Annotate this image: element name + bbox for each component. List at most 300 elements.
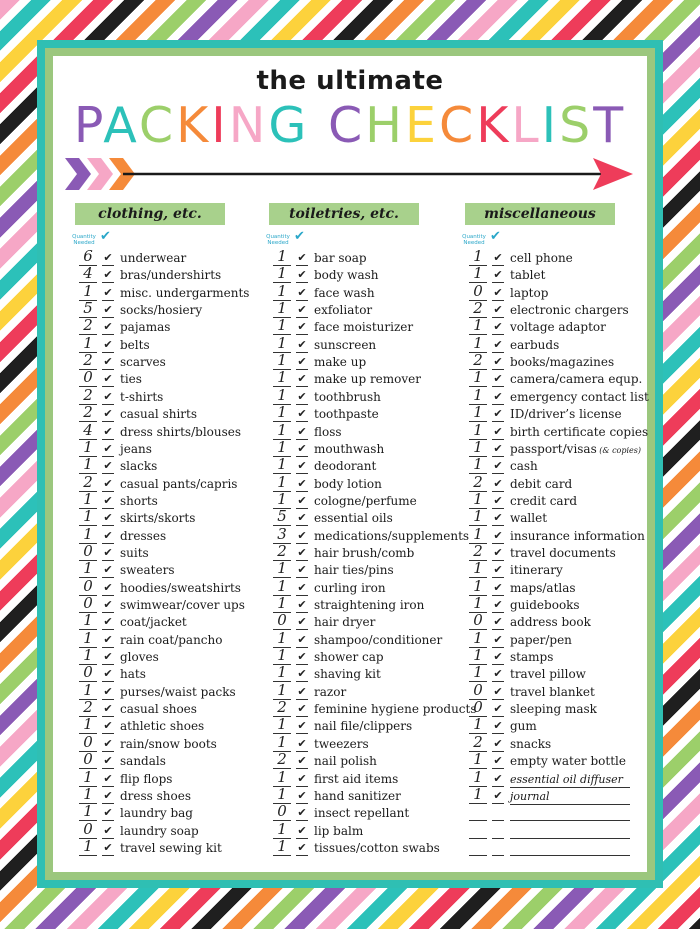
quantity-field[interactable]: 1 — [79, 647, 97, 665]
checkbox[interactable]: ✔ — [493, 285, 503, 299]
checkbox[interactable]: ✔ — [297, 702, 307, 716]
item-text: travel pillow — [510, 667, 586, 682]
header-check-icon: ✔ — [490, 229, 501, 244]
checkbox[interactable]: ✔ — [103, 823, 113, 837]
quantity-field[interactable]: 1 — [79, 491, 97, 509]
quantity-field[interactable] — [469, 821, 487, 839]
quantity-field[interactable]: 1 — [469, 317, 487, 335]
quantity-field[interactable]: 4 — [79, 422, 97, 440]
checkbox[interactable]: ✔ — [297, 580, 307, 594]
checkbox[interactable]: ✔ — [297, 372, 307, 386]
checkbox[interactable]: ✔ — [103, 545, 113, 559]
item-label — [120, 788, 191, 805]
quantity-field[interactable]: 2 — [79, 699, 97, 717]
checkbox[interactable]: ✔ — [103, 650, 113, 664]
quantity-field[interactable]: 0 — [273, 803, 291, 821]
item-text: athletic shoes — [120, 719, 205, 734]
quantity-field[interactable]: 1 — [79, 335, 97, 353]
item-text: laptop — [510, 285, 549, 300]
item-label — [510, 510, 547, 527]
checkbox[interactable]: ✔ — [297, 771, 307, 785]
checkbox[interactable]: ✔ — [297, 476, 307, 490]
quantity-field[interactable]: 0 — [79, 734, 97, 752]
item-text: travel blanket — [510, 684, 595, 699]
checkbox[interactable]: ✔ — [103, 580, 113, 594]
checkbox[interactable]: ✔ — [493, 493, 503, 507]
checkbox[interactable]: ✔ — [493, 788, 503, 802]
quantity-field[interactable]: 1 — [469, 422, 487, 440]
quantity-field[interactable]: 1 — [79, 560, 97, 578]
checkbox[interactable]: ✔ — [297, 251, 307, 264]
checkbox[interactable]: ✔ — [493, 407, 503, 421]
quantity-field[interactable]: 0 — [79, 595, 97, 613]
quantity-field[interactable]: 0 — [469, 682, 487, 700]
checkbox[interactable]: ✔ — [297, 268, 307, 282]
checkbox[interactable]: ✔ — [103, 268, 113, 282]
quantity-field[interactable]: 0 — [79, 578, 97, 596]
item-label — [120, 285, 249, 302]
item-text: sunscreen — [314, 337, 377, 352]
checkbox[interactable]: ✔ — [103, 702, 113, 716]
quantity-field[interactable]: 1 — [273, 821, 291, 839]
checkbox[interactable] — [492, 840, 504, 856]
checkbox[interactable]: ✔ — [297, 424, 307, 438]
quantity-field[interactable]: 1 — [273, 769, 291, 787]
checkbox[interactable]: ✔ — [493, 632, 503, 646]
quantity-field[interactable]: 1 — [273, 647, 291, 665]
checkbox[interactable]: ✔ — [493, 719, 503, 733]
checkbox[interactable]: ✔ — [103, 476, 113, 490]
item-text: camera/camera equp. — [510, 372, 643, 387]
item-label — [510, 424, 648, 441]
checkbox[interactable]: ✔ — [297, 615, 307, 629]
quantity-field[interactable]: 2 — [79, 404, 97, 422]
checkbox[interactable]: ✔ — [493, 580, 503, 594]
checkbox[interactable]: ✔ — [493, 684, 503, 698]
checkbox[interactable]: ✔ — [297, 285, 307, 299]
checkbox[interactable]: ✔ — [493, 268, 503, 282]
item-label — [510, 319, 606, 336]
checkbox[interactable]: ✔ — [103, 840, 113, 854]
checkbox[interactable]: ✔ — [493, 667, 503, 681]
quantity-field[interactable]: 1 — [273, 352, 291, 370]
checkbox[interactable]: ✔ — [297, 563, 307, 577]
quantity-field[interactable]: 1 — [273, 283, 291, 301]
checkbox[interactable]: ✔ — [103, 251, 113, 264]
quantity-field[interactable]: 2 — [79, 474, 97, 492]
checkbox[interactable]: ✔ — [103, 459, 113, 473]
quantity-field[interactable]: 1 — [79, 838, 97, 856]
item-label — [510, 458, 538, 475]
item-label — [314, 580, 386, 597]
checkbox[interactable]: ✔ — [493, 702, 503, 716]
item-label — [510, 632, 572, 649]
checkbox[interactable]: ✔ — [297, 545, 307, 559]
checkbox[interactable]: ✔ — [297, 389, 307, 403]
checkbox[interactable]: ✔ — [103, 285, 113, 299]
quantity-field[interactable]: 1 — [469, 265, 487, 283]
quantity-field[interactable]: 1 — [469, 630, 487, 648]
item-text: mouthwash — [314, 441, 385, 456]
quantity-field[interactable]: 1 — [79, 803, 97, 821]
checkbox[interactable]: ✔ — [297, 355, 307, 369]
item-label — [314, 302, 372, 319]
checkbox[interactable]: ✔ — [493, 615, 503, 629]
quantity-field[interactable]: 1 — [469, 716, 487, 734]
checkbox[interactable]: ✔ — [297, 754, 307, 768]
item-text: cash — [510, 459, 538, 474]
quantity-field[interactable]: 1 — [469, 647, 487, 665]
checkbox[interactable]: ✔ — [493, 372, 503, 386]
quantity-field[interactable]: 1 — [469, 751, 487, 769]
checkbox[interactable]: ✔ — [297, 303, 307, 317]
quantity-field[interactable]: 5 — [79, 300, 97, 318]
item-label — [510, 771, 630, 788]
quantity-field[interactable]: 1 — [79, 439, 97, 457]
quantity-field[interactable]: 1 — [469, 387, 487, 405]
item-text: debit card — [510, 476, 573, 491]
item-text: hoodies/sweatshirts — [120, 580, 241, 595]
quantity-field[interactable]: 1 — [469, 769, 487, 787]
item-text: nail polish — [314, 754, 377, 769]
quantity-field[interactable]: 1 — [469, 560, 487, 578]
quantity-field[interactable]: 1 — [79, 786, 97, 804]
quantity-field[interactable]: 1 — [469, 786, 487, 804]
checkbox[interactable]: ✔ — [103, 337, 113, 351]
checkbox[interactable]: ✔ — [493, 650, 503, 664]
quantity-field[interactable]: 1 — [273, 404, 291, 422]
item-text: hand sanitizer — [314, 788, 401, 803]
quantity-field[interactable]: 1 — [273, 682, 291, 700]
quantity-field[interactable]: 1 — [79, 769, 97, 787]
blank-line[interactable] — [510, 805, 630, 821]
quantity-field[interactable]: 4 — [79, 265, 97, 283]
quantity-field[interactable]: 1 — [469, 491, 487, 509]
item-label — [120, 614, 187, 631]
item-text: empty water bottle — [510, 754, 626, 769]
quantity-field[interactable]: 2 — [79, 352, 97, 370]
item-text: swimwear/cover ups — [120, 598, 245, 612]
checkbox[interactable]: ✔ — [103, 598, 113, 611]
quantity-field[interactable]: 1 — [273, 491, 291, 509]
quantity-field[interactable]: 0 — [79, 543, 97, 561]
quantity-field[interactable]: 2 — [273, 543, 291, 561]
item-text: floss — [314, 424, 342, 439]
quantity-field[interactable]: 1 — [79, 283, 97, 301]
quantity-field[interactable]: 1 — [469, 439, 487, 457]
item-label — [314, 319, 413, 336]
item-label — [314, 250, 367, 267]
item-text: deodorant — [314, 459, 377, 474]
blank-line[interactable] — [510, 840, 630, 856]
checkbox[interactable]: ✔ — [493, 320, 503, 334]
quantity-field[interactable]: 1 — [79, 682, 97, 700]
item-text: rain/snow boots — [120, 736, 217, 751]
checkbox[interactable]: ✔ — [103, 788, 113, 802]
item-label — [314, 562, 394, 579]
quantity-field[interactable] — [469, 803, 487, 821]
quantity-field[interactable]: 1 — [273, 560, 291, 578]
quantity-field[interactable]: 1 — [79, 526, 97, 544]
item-text: gloves — [120, 650, 159, 665]
quantity-field[interactable]: 1 — [79, 630, 97, 648]
quantity-field[interactable]: 1 — [273, 317, 291, 335]
item-text: wallet — [510, 511, 548, 526]
quantity-field[interactable]: 1 — [469, 456, 487, 474]
item-text: purses/waist packs — [120, 684, 236, 699]
item-text: cologne/perfume — [314, 493, 417, 508]
checkbox[interactable]: ✔ — [493, 303, 503, 317]
quantity-field[interactable]: 1 — [273, 439, 291, 457]
item-label — [120, 424, 241, 441]
item-label — [120, 337, 150, 354]
checkbox[interactable]: ✔ — [297, 736, 307, 750]
quantity-field[interactable]: 1 — [469, 595, 487, 613]
quantity-field[interactable]: 1 — [79, 456, 97, 474]
checkbox[interactable]: ✔ — [103, 736, 113, 750]
item-label — [510, 649, 553, 666]
quantity-field[interactable]: 2 — [273, 699, 291, 717]
checkbox[interactable]: ✔ — [297, 528, 307, 542]
item-label — [314, 736, 369, 753]
quantity-field[interactable]: 1 — [273, 786, 291, 804]
item-text: feminine hygiene products — [314, 702, 477, 717]
quantity-field[interactable]: 1 — [79, 508, 97, 526]
item-label — [510, 476, 572, 493]
item-text: make up remover — [314, 372, 422, 387]
item-label — [314, 684, 346, 701]
quantity-field[interactable]: 1 — [273, 369, 291, 387]
item-text: dress shirts/blouses — [120, 424, 242, 439]
checkbox[interactable]: ✔ — [103, 303, 113, 317]
item-text: snacks — [510, 736, 552, 751]
checkbox[interactable]: ✔ — [103, 632, 113, 646]
checkbox[interactable]: ✔ — [493, 389, 503, 403]
checkbox[interactable]: ✔ — [297, 823, 307, 837]
quantity-field[interactable]: 1 — [273, 595, 291, 613]
item-label — [314, 649, 384, 666]
quantity-field[interactable]: 0 — [469, 612, 487, 630]
item-label — [510, 684, 595, 701]
blank-line[interactable] — [510, 823, 630, 839]
item-label — [120, 458, 157, 475]
quantity-field[interactable]: 1 — [469, 248, 487, 266]
item-text: straightening iron — [314, 598, 425, 612]
checkbox[interactable] — [492, 805, 504, 821]
checkbox[interactable]: ✔ — [103, 615, 113, 629]
quantity-field[interactable]: 1 — [469, 526, 487, 544]
checkbox[interactable]: ✔ — [297, 511, 307, 525]
quantity-field[interactable]: 1 — [273, 248, 291, 266]
item-text: make up — [314, 355, 367, 370]
checkbox[interactable]: ✔ — [297, 598, 307, 611]
item-label — [510, 389, 649, 406]
checkbox[interactable]: ✔ — [103, 719, 113, 733]
checkbox[interactable]: ✔ — [103, 667, 113, 681]
checkbox[interactable]: ✔ — [493, 424, 503, 438]
quantity-field[interactable]: 0 — [469, 699, 487, 717]
checkbox[interactable]: ✔ — [103, 754, 113, 768]
checkbox[interactable]: ✔ — [493, 545, 503, 559]
item-label — [120, 597, 245, 614]
item-text: voltage adaptor — [510, 320, 606, 335]
quantity-field[interactable]: 1 — [79, 716, 97, 734]
quantity-field[interactable]: 1 — [273, 335, 291, 353]
quantity-field[interactable]: 0 — [273, 612, 291, 630]
item-label — [510, 267, 545, 284]
quantity-field[interactable]: 1 — [469, 404, 487, 422]
quantity-field[interactable]: 1 — [469, 578, 487, 596]
checkbox[interactable]: ✔ — [493, 563, 503, 577]
checkbox[interactable]: ✔ — [493, 441, 503, 455]
item-label — [120, 840, 222, 857]
checkbox[interactable]: ✔ — [297, 632, 307, 646]
quantity-field[interactable]: 1 — [469, 369, 487, 387]
quantity-field[interactable]: 2 — [273, 751, 291, 769]
checkbox[interactable]: ✔ — [103, 528, 113, 542]
quantity-field[interactable]: 2 — [469, 543, 487, 561]
quantity-field[interactable]: 5 — [273, 508, 291, 526]
item-label — [314, 337, 376, 354]
item-label — [314, 597, 424, 614]
item-text: slacks — [120, 459, 158, 474]
item-text: casual pants/capris — [120, 476, 238, 491]
quantity-field[interactable]: 1 — [273, 300, 291, 318]
item-label — [120, 684, 236, 701]
quantity-field[interactable]: 2 — [469, 352, 487, 370]
checkbox[interactable]: ✔ — [103, 441, 113, 455]
checkbox[interactable] — [492, 823, 504, 839]
checkbox[interactable]: ✔ — [493, 511, 503, 525]
checkbox[interactable]: ✔ — [103, 320, 113, 334]
quantity-field[interactable]: 1 — [273, 456, 291, 474]
item-label — [120, 354, 166, 371]
item-text: cell phone — [510, 251, 573, 265]
checkbox[interactable]: ✔ — [103, 372, 113, 386]
quantity-field[interactable]: 2 — [469, 734, 487, 752]
checkbox[interactable]: ✔ — [297, 459, 307, 473]
quantity-field[interactable]: 1 — [273, 265, 291, 283]
item-note: (& copies) — [596, 445, 642, 455]
checkbox[interactable]: ✔ — [103, 563, 113, 577]
quantity-field[interactable]: 0 — [79, 369, 97, 387]
quantity-field[interactable]: 1 — [273, 664, 291, 682]
quantity-field[interactable] — [469, 838, 487, 856]
quantity-field[interactable]: 0 — [469, 283, 487, 301]
quantity-field[interactable]: 1 — [273, 838, 291, 856]
quantity-field[interactable]: 2 — [79, 317, 97, 335]
checkbox[interactable]: ✔ — [297, 320, 307, 334]
item-text: body wash — [314, 268, 379, 283]
quantity-field[interactable]: 6 — [79, 248, 97, 266]
checkbox[interactable]: ✔ — [103, 424, 113, 438]
quantity-field[interactable]: 2 — [79, 387, 97, 405]
checkbox[interactable]: ✔ — [297, 407, 307, 421]
checkbox[interactable]: ✔ — [493, 337, 503, 351]
checkbox[interactable]: ✔ — [297, 441, 307, 455]
quantity-field[interactable]: 1 — [469, 335, 487, 353]
item-label — [120, 493, 158, 510]
checkbox[interactable]: ✔ — [103, 407, 113, 421]
item-label — [120, 666, 146, 683]
quantity-field[interactable]: 1 — [273, 422, 291, 440]
item-label — [510, 788, 630, 805]
quantity-field[interactable]: 1 — [273, 716, 291, 734]
quantity-field[interactable]: 1 — [273, 387, 291, 405]
quantity-field[interactable]: 1 — [273, 630, 291, 648]
quantity-field[interactable]: 0 — [79, 751, 97, 769]
quantity-field[interactable]: 1 — [273, 578, 291, 596]
checkbox[interactable]: ✔ — [103, 511, 113, 525]
item-text: hair brush/comb — [314, 545, 415, 560]
checkbox[interactable]: ✔ — [493, 528, 503, 542]
title-letter: C — [138, 97, 177, 154]
checkbox[interactable]: ✔ — [103, 355, 113, 369]
checkbox[interactable]: ✔ — [103, 493, 113, 507]
checkbox[interactable]: ✔ — [297, 667, 307, 681]
title-letter: C — [439, 97, 477, 154]
quantity-field[interactable]: 2 — [469, 474, 487, 492]
checkbox[interactable]: ✔ — [297, 337, 307, 351]
item-label — [314, 406, 379, 423]
item-text: laundry bag — [120, 806, 193, 821]
item-label — [120, 580, 241, 597]
checkbox[interactable]: ✔ — [493, 251, 503, 264]
quantity-field[interactable]: 1 — [469, 664, 487, 682]
checkbox[interactable]: ✔ — [493, 598, 503, 611]
item-text: face wash — [314, 285, 375, 300]
arrow-divider-icon — [65, 154, 635, 194]
quantity-field[interactable]: 1 — [79, 612, 97, 630]
quantity-field[interactable]: 1 — [469, 508, 487, 526]
quantity-field[interactable]: 1 — [273, 734, 291, 752]
item-label — [510, 441, 641, 459]
checkbox[interactable]: ✔ — [297, 806, 307, 820]
checkbox[interactable]: ✔ — [103, 806, 113, 820]
checkbox[interactable]: ✔ — [297, 719, 307, 733]
item-text: ties — [120, 372, 142, 387]
checkbox[interactable]: ✔ — [297, 788, 307, 802]
quantity-field[interactable]: 0 — [79, 821, 97, 839]
quantity-field[interactable]: 1 — [273, 474, 291, 492]
checkbox[interactable]: ✔ — [103, 771, 113, 785]
item-label — [314, 441, 384, 458]
checkbox[interactable]: ✔ — [493, 476, 503, 490]
item-label — [510, 718, 537, 735]
checkbox[interactable]: ✔ — [493, 771, 503, 785]
item-text: laundry soap — [120, 823, 199, 838]
quantity-field[interactable]: 3 — [273, 526, 291, 544]
checkbox[interactable]: ✔ — [493, 459, 503, 473]
checkbox[interactable]: ✔ — [297, 684, 307, 698]
checkbox[interactable]: ✔ — [493, 754, 503, 768]
checkbox[interactable]: ✔ — [297, 493, 307, 507]
checkbox[interactable]: ✔ — [103, 389, 113, 403]
checkbox[interactable]: ✔ — [493, 736, 503, 750]
checkbox[interactable]: ✔ — [297, 840, 307, 854]
checkbox[interactable]: ✔ — [297, 650, 307, 664]
item-text: razor — [314, 684, 347, 699]
quantity-field[interactable]: 0 — [79, 664, 97, 682]
checkbox[interactable]: ✔ — [493, 355, 503, 369]
item-label — [510, 302, 629, 319]
checkbox[interactable]: ✔ — [103, 684, 113, 698]
title-letter: G — [268, 97, 310, 154]
item-text: coat/jacket — [120, 615, 187, 630]
title-letter: I — [541, 97, 560, 154]
item-text: flip flops — [120, 771, 173, 786]
quantity-field[interactable]: 2 — [469, 300, 487, 318]
